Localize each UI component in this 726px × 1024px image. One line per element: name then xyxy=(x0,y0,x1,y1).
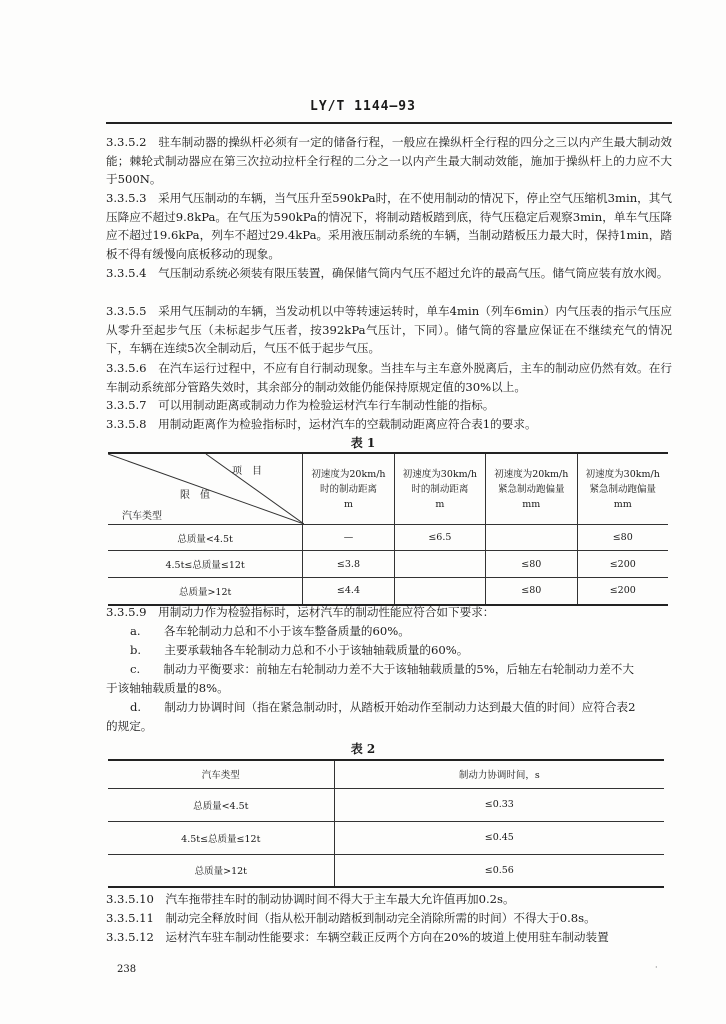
col4-line2: 紧急制动跑偏量 xyxy=(589,483,657,495)
table2-caption: 表 2 xyxy=(350,742,376,756)
item-mark: b. xyxy=(130,643,142,657)
corner-label-type: 汽车类型 xyxy=(122,511,162,522)
table1-caption: 表 1 xyxy=(350,436,376,450)
col2-line1: 初速度为30km/h xyxy=(402,468,477,480)
table1-col-header xyxy=(486,453,577,525)
table-2 xyxy=(108,759,664,888)
item-mark: c. xyxy=(130,662,141,676)
table-row xyxy=(108,578,668,605)
row-value xyxy=(394,551,485,578)
paragraph-3-3-5-12: 3.3.5.12 运材汽车驻车制动性能要求：车辆空载正反两个方向在20%的坡道上使用驻车制动装置 xyxy=(106,930,609,944)
list-item-b xyxy=(130,641,672,660)
paragraph-3-3-5-6: 3.3.5.6 在汽车运行过程中，不应有自行制动现象。当挂车与主车意外脱离后，主车的制动应仍然有效。在行车制动系统部分管路失效时，其余部分的制动效能仍能保持原规定值的30%以上。 xyxy=(106,361,672,394)
table1-col-header xyxy=(577,453,668,525)
item-mark: a. xyxy=(130,624,141,638)
table-row xyxy=(108,854,664,887)
row-value: ≤0.45 xyxy=(334,821,664,854)
list-item-d xyxy=(130,698,672,717)
paragraph-3-3-5-8: 3.3.5.8 用制动距离作为检验指标时，运材汽车的空载制动距离应符合表1的要求。 xyxy=(106,417,537,431)
table-row xyxy=(108,821,664,854)
paragraph-3-3-5-7: 3.3.5.7 可以用制动距离或制动力作为检验运材汽车行车制动性能的指标。 xyxy=(106,398,495,412)
col3-unit: mm xyxy=(522,498,541,510)
table1-col-header xyxy=(394,453,485,525)
list-item-d-continued: 的规定。 xyxy=(106,719,153,733)
table2-col-header: 汽车类型 xyxy=(108,760,334,788)
corner-label-item: 项 目 xyxy=(232,466,262,477)
row-type: 总质量>12t xyxy=(108,578,303,605)
item-mark: d. xyxy=(130,700,142,714)
paragraph-3-3-5-10: 3.3.5.10 汽车拖带挂车时的制动协调时间不得大于主车最大允许值再加0.2s。 xyxy=(106,892,515,906)
row-type: 总质量<4.5t xyxy=(108,788,334,821)
item-text: 各车轮制动力总和不小于该车整备质量的60%。 xyxy=(163,624,410,638)
paragraph-3-3-5-3: 3.3.5.3 采用气压制动的车辆，当气压升至590kPa时，在不使用制动的情况下，停止空气压缩机3min，其气压降应不超过9.8kPa。在气压为590kPa的情况下，将制动踏板踏到底，待气压稳定后观察3min，单车气压降应不超过19.6kPa，列车不超过29.4kPa。采用液压制动系统的车辆，当制动踏板压力最大时，保持1min，踏板不得有缓慢向底板移动的现象。 xyxy=(106,191,672,261)
table2-col-header: 制动力协调时间，s xyxy=(334,760,664,788)
list-item-c-continued: 于该轴轴载质量的8%。 xyxy=(106,681,229,695)
row-value: ≤4.4 xyxy=(303,578,394,605)
table-1 xyxy=(108,452,668,606)
col1-unit: m xyxy=(343,498,353,510)
row-value: ≤200 xyxy=(577,551,668,578)
paragraph-3-3-5-9: 3.3.5.9 用制动力作为检验指标时，运材汽车的制动性能应符合如下要求： xyxy=(106,605,495,619)
col3-line2: 紧急制动跑偏量 xyxy=(498,483,565,495)
row-type: 总质量<4.5t xyxy=(108,525,303,551)
col3-line1: 初速度为20km/h xyxy=(494,468,569,480)
paragraph-3-3-5-4: 3.3.5.4 气压制动系统必须装有限压装置，确保储气筒内气压不超过允许的最高气压。储气筒应装有放水阀。 xyxy=(106,266,669,280)
header-rule xyxy=(106,122,672,124)
row-value: ≤6.5 xyxy=(394,525,485,551)
table-row xyxy=(108,788,664,821)
table1-col-header xyxy=(303,453,394,525)
row-type: 4.5t≤总质量≤12t xyxy=(108,551,303,578)
paragraph-3-3-5-5: 3.3.5.5 采用气压制动的车辆，当发动机以中等转速运转时，单车4min（列车6min）内气压表的指示气压应从零升至起步气压（未标起步气压者，按392kPa气压计，下同）。储气筒的容量应保证在不继续充气的情况下，车辆在连续5次全制动后，气压不低于起步气压。 xyxy=(106,304,672,356)
list-item-a xyxy=(130,622,672,641)
row-value: ≤80 xyxy=(486,578,577,605)
paragraph-3-3-5-11: 3.3.5.11 制动完全释放时间（指从松开制动踏板到制动完全消除所需的时间）不得大于0.8s。 xyxy=(106,911,596,925)
scan-speck: · xyxy=(655,963,658,972)
page-number: 238 xyxy=(117,964,137,975)
row-value: ≤3.8 xyxy=(303,551,394,578)
row-type: 4.5t≤总质量≤12t xyxy=(108,821,334,854)
item-text: 制动力协调时间（指在紧急制动时，从踏板开始动作至制动力达到最大值的时间）应符合表2 xyxy=(164,700,636,714)
item-text: 制动力平衡要求：前轴左右轮制动力差不大于该轴轴载质量的5%，后轴左右轮制动力差不大 xyxy=(163,662,634,676)
row-value xyxy=(486,525,577,551)
paragraph-3-3-5-2: 3.3.5.2 驻车制动器的操纵杆必须有一定的储备行程，一般应在操纵杆全行程的四分之三以内产生最大制动效能；棘轮式制动器应在第三次拉动拉杆全行程的二分之一以内产生最大制动效能，施加于操纵杆上的力应不大于500N。 xyxy=(106,135,672,187)
document-header: LY/T 1144—93 xyxy=(310,99,416,114)
col1-line1: 初速度为20km/h xyxy=(311,468,386,480)
row-type: 总质量>12t xyxy=(108,854,334,887)
row-value: ≤80 xyxy=(577,525,668,551)
row-value xyxy=(394,578,485,605)
row-value: ≤0.33 xyxy=(334,788,664,821)
row-value: ≤80 xyxy=(486,551,577,578)
col1-line2: 时的制动距离 xyxy=(319,483,377,495)
col4-line1: 初速度为30km/h xyxy=(585,468,660,480)
row-value: — xyxy=(303,525,394,551)
col4-unit: mm xyxy=(613,498,632,510)
col2-line2: 时的制动距离 xyxy=(411,483,469,495)
table-row xyxy=(108,525,668,551)
item-text: 主要承载轴各车轮制动力总和不小于该轴轴载质量的60%。 xyxy=(164,643,469,657)
row-value: ≤0.56 xyxy=(334,854,664,887)
row-value: ≤200 xyxy=(577,578,668,605)
table1-corner-cell xyxy=(108,453,303,525)
table-row xyxy=(108,551,668,578)
list-item-c xyxy=(130,660,672,679)
col2-unit: m xyxy=(435,498,445,510)
corner-label-limit: 限 值 xyxy=(180,490,210,501)
